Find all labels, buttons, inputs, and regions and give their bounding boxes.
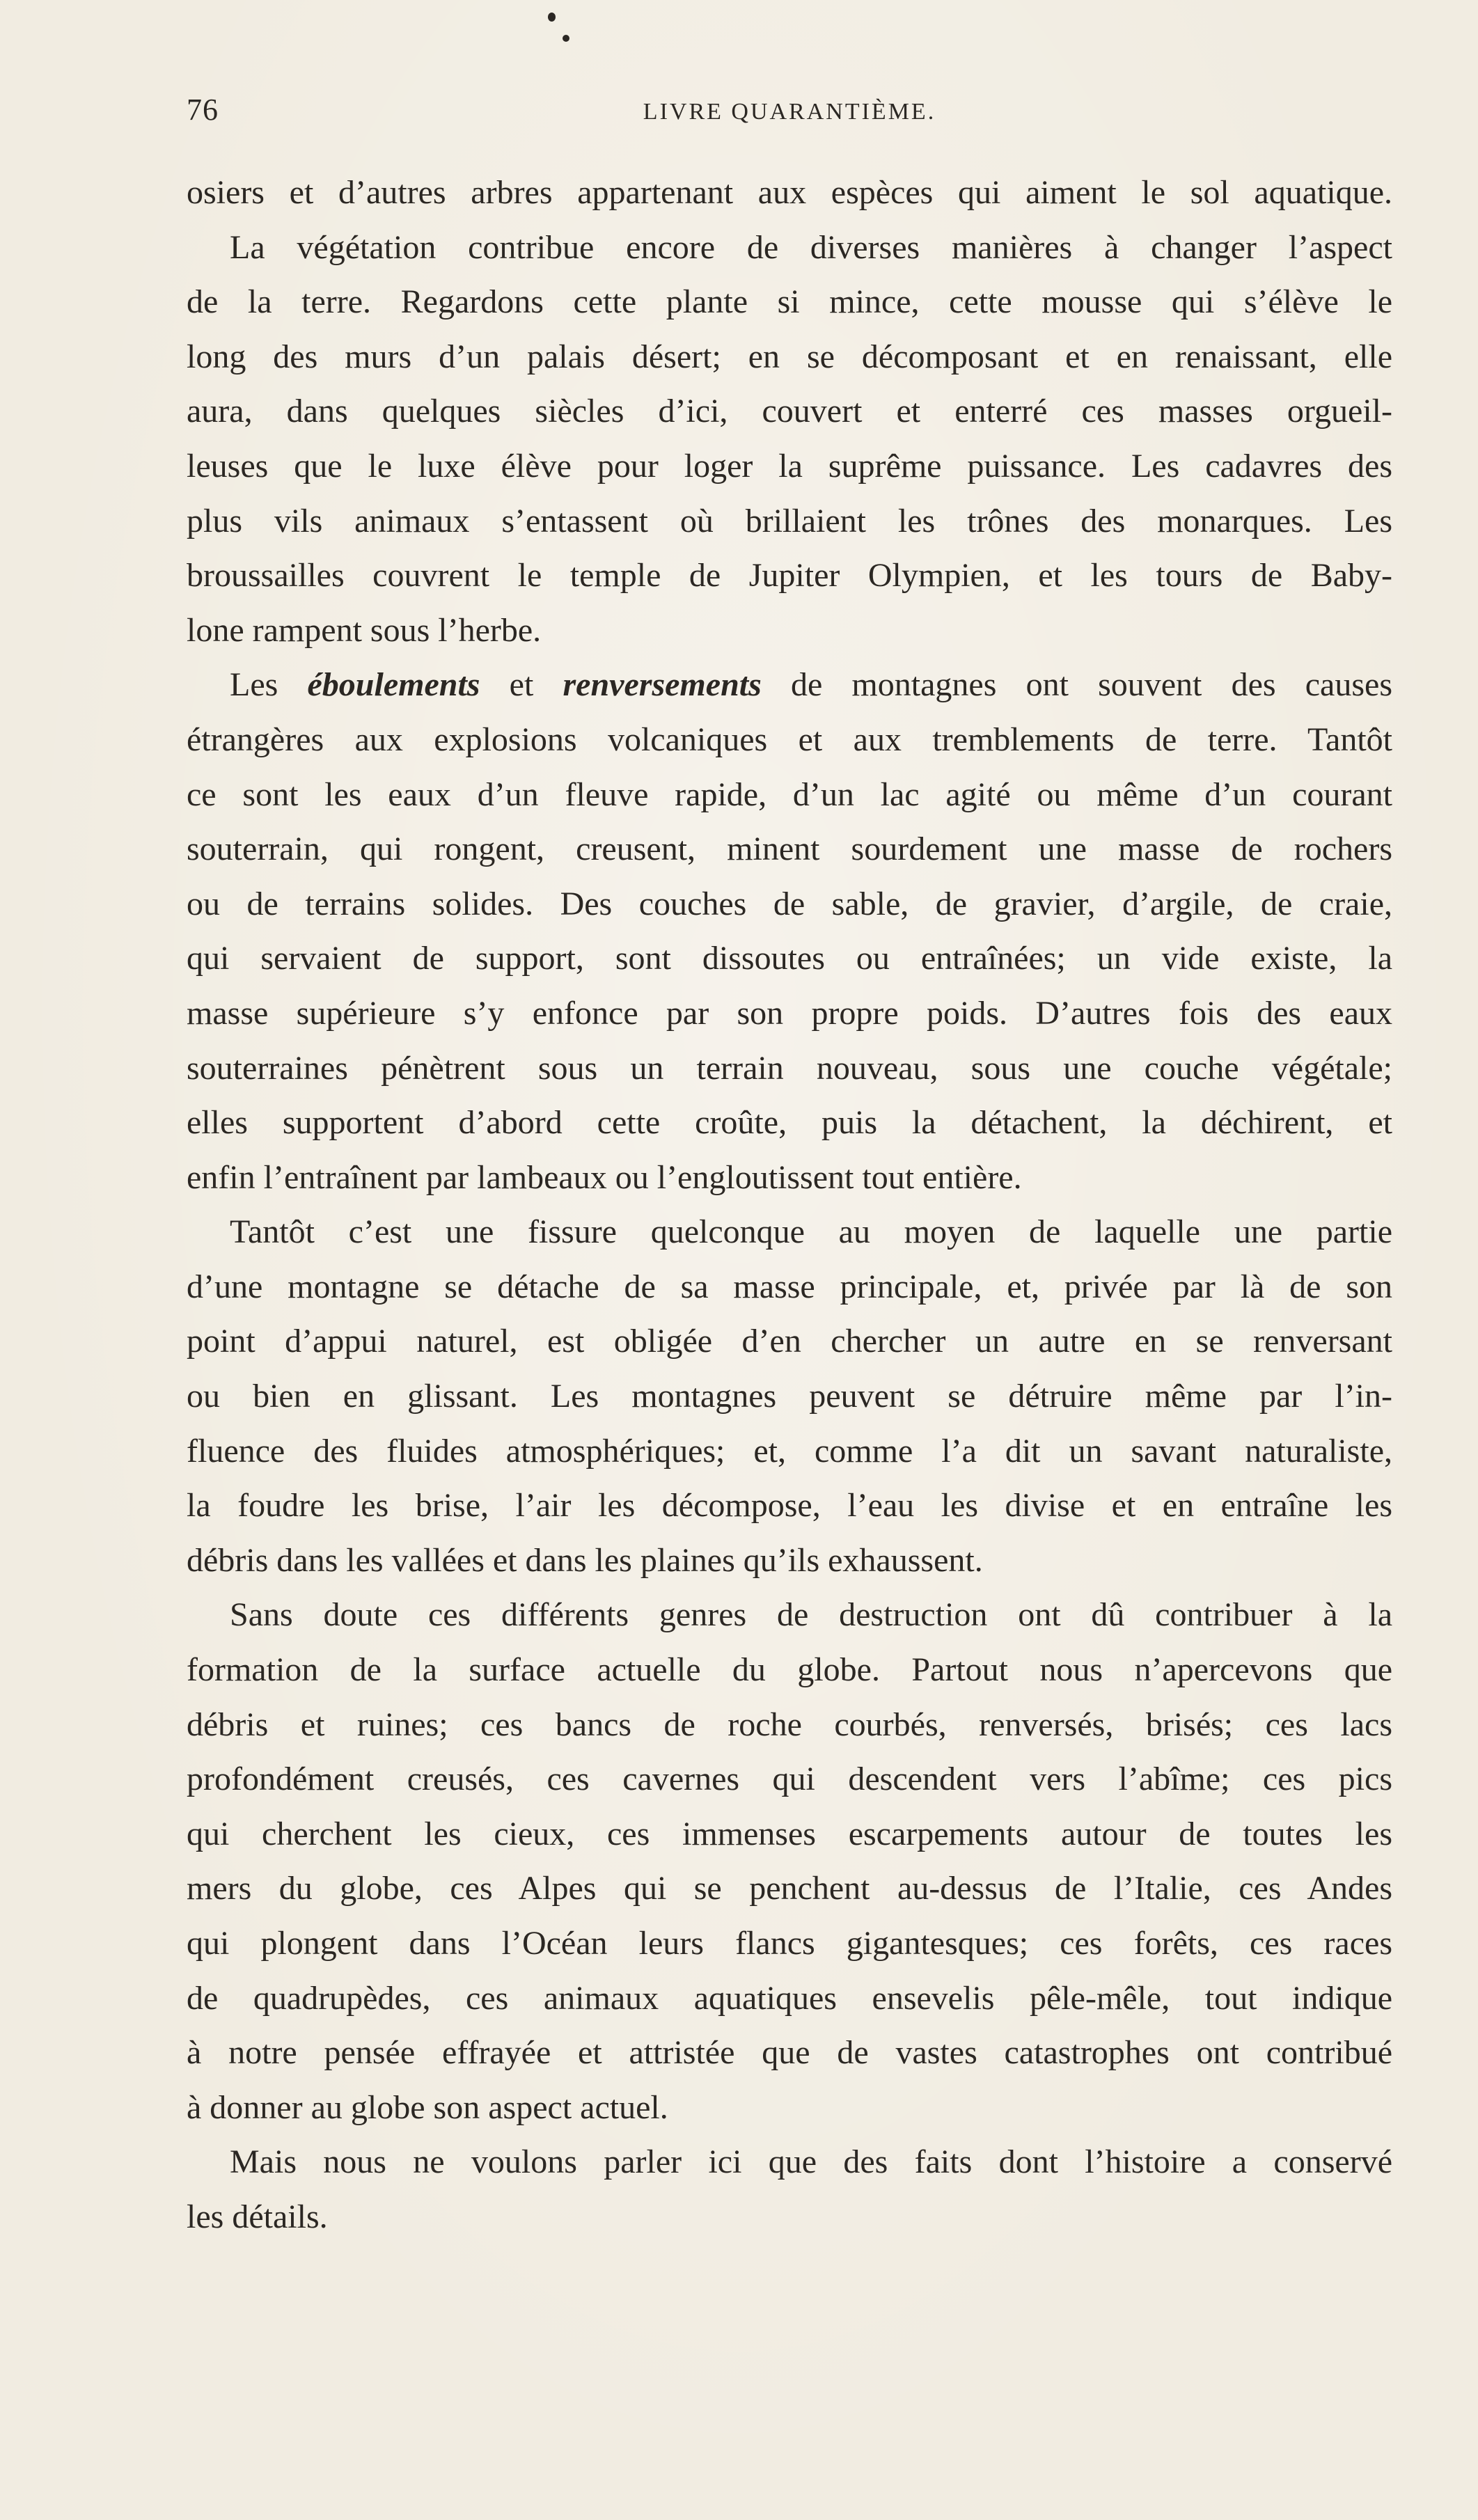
text-line: Sans doute ces différents genres de destruction ont dû contribuer à la (230, 1596, 1392, 1634)
text-line: plus vils animaux s’entassent où brillaient les trônes des monarques. Les (187, 502, 1392, 540)
text-line: d’une montagne se détache de sa masse principale, et, privée par là de son (187, 1268, 1392, 1305)
page-header (187, 92, 1392, 134)
ink-spot (548, 13, 556, 22)
text-line: La végétation contribue encore de diverses manières à changer l’aspect (230, 228, 1392, 266)
text-line: souterrain, qui rongent, creusent, minent sourdement une masse de rochers (187, 830, 1392, 868)
text-line: broussailles couvrent le temple de Jupiter Olympien, et les tours de Baby- (187, 557, 1392, 594)
text-fragment: et (480, 666, 563, 704)
text-line: enfin l’entraînent par lambeaux ou l’engloutissent tout entière. (187, 1158, 1022, 1196)
text-line: débris dans les vallées et dans les plaines qu’ils exhaussent. (187, 1541, 983, 1579)
text-line: étrangères aux explosions volcaniques et aux tremblements de terre. Tantôt (187, 720, 1392, 758)
text-line: point d’appui naturel, est obligée d’en chercher un autre en se renversant (187, 1323, 1392, 1360)
text-line: qui cherchent les cieux, ces immenses escarpements autour de toutes les (187, 1815, 1392, 1852)
text-line: osiers et d’autres arbres appartenant aux espèces qui aiment le sol aquatique. (187, 174, 1392, 211)
text-line: long des murs d’un palais désert; en se décomposant et en renaissant, elle (187, 338, 1392, 375)
text-line: ou bien en glissant. Les montagnes peuvent se détruire même par l’in- (187, 1378, 1392, 1415)
italic-term: renversements (563, 666, 762, 704)
running-head: LIVRE QUARANTIÈME. (643, 99, 936, 125)
text-line: de quadrupèdes, ces animaux aquatiques ensevelis pêle-mêle, tout indique (187, 1979, 1392, 2017)
text-line: débris et ruines; ces bancs de roche courbés, renversés, brisés; ces lacs (187, 1706, 1392, 1743)
text-line: masse supérieure s’y enfonce par son propre poids. D’autres fois des eaux (187, 994, 1392, 1032)
text-line: souterraines pénètrent sous un terrain nouveau, sous une couche végétale; (187, 1049, 1392, 1087)
text-line: profondément creusés, ces cavernes qui descendent vers l’abîme; ces pics (187, 1761, 1392, 1798)
text-line: la foudre les brise, l’air les décompose, l’eau les divise et en entraîne les (187, 1487, 1392, 1525)
text-fragment: Les (230, 666, 308, 704)
text-line: qui plongent dans l’Océan leurs flancs gigantesques; ces forêts, ces races (187, 1925, 1392, 1962)
text-line: les détails. (187, 2198, 328, 2235)
text-line: à notre pensée effrayée et attristée que de vastes catastrophes ont contribué (187, 2034, 1392, 2072)
text-fragment: de montagnes ont souvent des causes (761, 666, 1392, 704)
ink-spot (563, 35, 569, 42)
italic-term: éboulements (307, 666, 480, 704)
text-line: elles supportent d’abord cette croûte, puis la détachent, la déchirent, et (187, 1104, 1392, 1142)
text-line: mers du globe, ces Alpes qui se penchent au-dessus de l’Italie, ces Andes (187, 1870, 1392, 1907)
text-line: leuses que le luxe élève pour loger la suprême puissance. Les cadavres des (187, 447, 1392, 485)
text-line (187, 658, 1392, 713)
text-line: Tantôt c’est une fissure quelconque au moyen de laquelle une partie (230, 1213, 1392, 1251)
text-line: fluence des fluides atmosphériques; et, comme l’a dit un savant naturaliste, (187, 1432, 1392, 1470)
text-line: Mais nous ne voulons parler ici que des faits dont l’histoire a conservé (230, 2143, 1392, 2181)
text-line: de la terre. Regardons cette plante si mince, cette mousse qui s’élève le (187, 283, 1392, 321)
text-line: ou de terrains solides. Des couches de sable, de gravier, d’argile, de craie, (187, 885, 1392, 922)
text-line: aura, dans quelques siècles d’ici, couvert et enterré ces masses orgueil- (187, 393, 1392, 430)
page-number: 76 (187, 93, 219, 127)
text-line: qui servaient de support, sont dissoutes ou entraînées; un vide existe, la (187, 940, 1392, 977)
text-line: lone rampent sous l’herbe. (187, 611, 542, 649)
body-text (187, 166, 1392, 2245)
text-line: à donner au globe son aspect actuel. (187, 2088, 668, 2126)
text-line: ce sont les eaux d’un fleuve rapide, d’un lac agité ou même d’un courant (187, 775, 1392, 813)
text-line: formation de la surface actuelle du globe. Partout nous n’apercevons que (187, 1651, 1392, 1689)
